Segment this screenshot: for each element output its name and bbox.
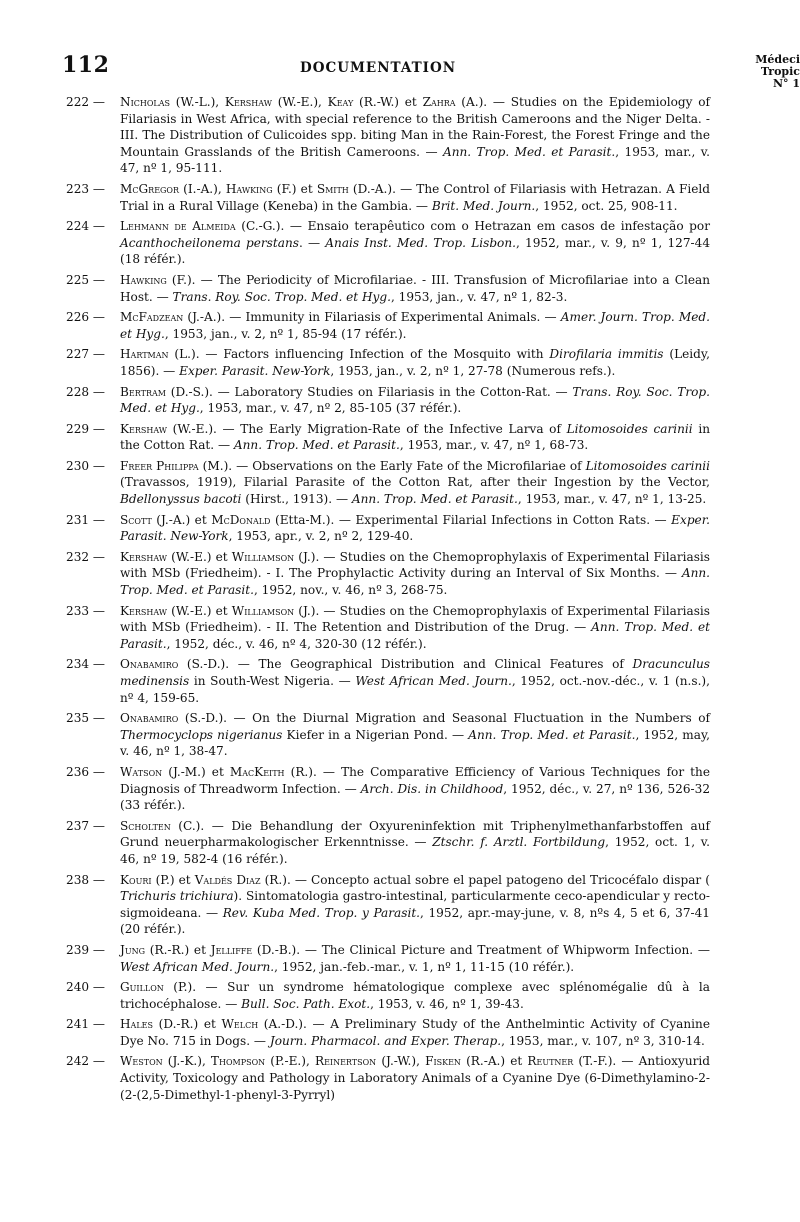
author-name: McGregor xyxy=(120,181,180,196)
entry-text: (C.-G.). — Ensaio terapêutico com o Hetrazan em casos de infestação por xyxy=(235,219,710,234)
entry-text: , 1953, mar., v. 47, nº 2, 85-105 (37 référ.). xyxy=(199,401,462,416)
author-name: Smith xyxy=(316,181,349,196)
entry-text: (W.-E.), xyxy=(271,95,328,109)
italic-text: Brit. Med. Journ. xyxy=(431,198,536,213)
entry-text: (Leidy, 1856). — xyxy=(120,347,710,378)
italic-text: Trichuris trichiura xyxy=(120,889,234,904)
entry-text: (P.) et xyxy=(151,872,195,887)
entry-text: (W.-L.), xyxy=(169,95,225,109)
bibliography-entry xyxy=(66,710,710,760)
entry-text: (D.-S.). — Laboratory Studies on Filariasis in the Cotton-Rat. — xyxy=(165,384,573,399)
entry-number: 231 — xyxy=(66,512,106,527)
journal-tag xyxy=(730,54,800,90)
entry-text: (S.-D.). — On the Diurnal Migration and Seasonal Fluctuation in the Numbers of xyxy=(178,711,710,726)
entry-text: , 1952, déc., v. 46, nº 4, 320-30 (12 référ.). xyxy=(166,636,427,651)
italic-text: Amer. Journ. Trop. Med. et Hyg. xyxy=(120,310,710,341)
entry-number: 226 — xyxy=(66,310,106,325)
entry-number: 223 — xyxy=(66,181,106,196)
entry-text: (F.) et xyxy=(272,181,317,196)
author-name: Welch xyxy=(221,1017,259,1032)
italic-text: Dirofilaria immitis xyxy=(549,347,664,362)
entry-text: , 1953, jan., v. 2, nº 1, 27-78 (Numerous refs.). xyxy=(330,363,616,378)
entry-text: , 1952, jan.-feb.-mar., v. 1, nº 1, 11-15 (10 référ.). xyxy=(274,959,575,974)
author-name: McDonald xyxy=(211,512,271,527)
entry-text: (F.). — The Periodicity of Microfilariae. - III. Transfusion of Microfilariae into a Clean Host. — xyxy=(120,272,710,304)
entry-number: 237 — xyxy=(66,818,106,833)
author-name: Jelliffe xyxy=(210,942,253,957)
entry-number: 239 — xyxy=(66,942,106,957)
entry-text: , 1953, mar., v. 47, nº 1, 13-25. xyxy=(517,492,707,507)
entry-text: , 1953, v. 46, nº 1, 39-43. xyxy=(370,996,524,1011)
entry-number: 233 — xyxy=(66,603,106,618)
author-name: McFadzean xyxy=(120,310,184,325)
bibliography-entry xyxy=(66,1053,710,1103)
entry-text: . — xyxy=(298,235,326,250)
entry-text: (S.-D.). — The Geographical Distribution and Clinical Features of xyxy=(178,657,633,672)
author-name: Freer Philippa xyxy=(120,458,199,473)
italic-text: Ztschr. f. Arztl. Fortbildung xyxy=(432,835,606,850)
entry-text: (Hirst., 1913). — xyxy=(241,492,352,507)
entry-text: (P.-E.), xyxy=(265,1054,315,1069)
entry-text: , 1952, may, v. 46, nº 1, 38-47. xyxy=(120,727,711,759)
entry-text: (R.). — The Comparative Efficiency of Various Techniques for the Diagnosis of Threadworm Infection. — xyxy=(120,764,710,796)
entry-text: , 1952, déc., v. 27, nº 136, 526-32 (33 référ.). xyxy=(120,781,711,813)
italic-text: West African Med. Journ. xyxy=(355,674,512,688)
entry-number: 235 — xyxy=(66,711,106,726)
italic-text: Bull. Soc. Path. Exot. xyxy=(241,996,371,1011)
entry-text: (W.-E.) et xyxy=(167,603,232,618)
entry-text: , 1953, mar., v. 47, nº 1, 68-73. xyxy=(399,438,589,453)
italic-text: Exper. Parasit. New-York xyxy=(120,512,711,544)
author-name: Valdés Diaz xyxy=(194,872,261,887)
bibliography-entry xyxy=(66,872,710,938)
entry-text: (T.-F.). — Antioxyurid Activity, Toxicology and Pathology in Laboratory Animals of a Cyanine Dye (6-Dimethylamino-2-(2-(2,5-Dimethyl-1-phenyl-3-Pyrryl) xyxy=(120,1054,710,1102)
bibliography-entry xyxy=(66,764,710,814)
entry-number: 241 — xyxy=(66,1017,106,1032)
running-title: DOCUMENTATION xyxy=(300,60,457,76)
author-name: Reutner xyxy=(527,1054,574,1069)
author-name: Guillon xyxy=(120,980,164,995)
author-name: Williamson xyxy=(231,603,295,618)
bibliography-entry xyxy=(66,818,710,868)
entry-number: 234 — xyxy=(66,657,106,672)
italic-text: Ann. Trop. Med. et Parasit. xyxy=(120,620,710,651)
entry-text: , 1952, nov., v. 46, nº 3, 268-75. xyxy=(253,583,448,598)
bibliography-entry xyxy=(66,458,710,508)
italic-text: Trans. Roy. Soc. Trop. Med. et Hyg. xyxy=(172,289,391,304)
entry-text: ). Sintomatologia gastro-intestinal, particularmente ceco-apendicular y recto-sigmoideana. — xyxy=(120,889,710,920)
journal-tag-line: N° 1 xyxy=(772,77,800,90)
author-name: Onabamiro xyxy=(120,711,179,726)
entry-text: (W.-E.). — The Early Migration-Rate of the Infective Larva of xyxy=(167,421,567,436)
italic-text: Anais Inst. Med. Trop. Lisbon. xyxy=(325,235,516,250)
entry-text: (J.-M.) et xyxy=(162,764,230,779)
italic-text: Trans. Roy. Soc. Trop. Med. et Hyg. xyxy=(120,384,710,416)
italic-text: Litomosoides carinii xyxy=(585,458,710,473)
author-name: Hawking xyxy=(225,181,273,196)
bibliography-entry xyxy=(66,656,710,706)
entry-number: 229 — xyxy=(66,421,106,436)
author-name: Onabamiro xyxy=(120,657,179,672)
entry-text: (C.). — Die Behandlung der Oxyureninfektion mit Triphenylmethanfarbstoffen auf Grund neuerpharmakologischer Erkenntnisse. — xyxy=(120,818,710,850)
entry-text: , 1953, mar., v. 47, nº 1, 95-111. xyxy=(120,144,711,176)
entry-number: 228 — xyxy=(66,384,106,399)
author-name: Kershaw xyxy=(120,603,168,618)
entry-text: (I.-A.), xyxy=(179,181,226,196)
entry-text: (Travassos, 1919), Filarial Parasite of the Cotton Rat, after their Ingestion by the Vector, xyxy=(120,475,710,490)
bibliography-entry xyxy=(66,94,710,177)
entry-number: 236 — xyxy=(66,764,106,779)
entry-number: 222 — xyxy=(66,95,106,109)
entry-text: , 1953, jan., v. 47, nº 1, 82-3. xyxy=(390,289,568,304)
entry-text: , 1953, apr., v. 2, nº 2, 129-40. xyxy=(228,529,414,544)
author-name: Williamson xyxy=(231,549,295,564)
entry-text: (J.-W.), xyxy=(376,1054,426,1069)
entry-text: (A.). — Studies on the Epidemiology of Filariasis in West Africa, with special reference to the British Cameroons and the Niger Delta. - III. The Distribution of Culicoides spp. biting Man in the Rain-Forest, the Forest Fringe and the Mountain Grasslands of the British Cameroons. — xyxy=(120,95,711,159)
entry-number: 225 — xyxy=(66,272,106,287)
author-name: Kershaw xyxy=(120,421,168,436)
bibliography-entry xyxy=(66,603,710,653)
entry-number: 224 — xyxy=(66,219,106,234)
entry-number: 238 — xyxy=(66,872,106,887)
author-name: Hartman xyxy=(120,347,169,362)
entry-text: (D.-B.). — The Clinical Picture and Treatment of Whipworm Infection. — xyxy=(252,942,710,957)
entry-text: (R.). — Concepto actual sobre el papel patogeno del Tricocéfalo dispar ( xyxy=(260,872,710,887)
author-name: Scholten xyxy=(120,818,171,833)
bibliography-list xyxy=(66,94,710,1107)
italic-text: Ann. Trop. Med. et Parasit. xyxy=(351,492,518,507)
author-name: Nicholas xyxy=(120,95,170,109)
entry-text: Kiefer in a Nigerian Pond. — xyxy=(282,727,469,742)
entry-text: (W.-E.) et xyxy=(167,549,232,564)
italic-text: Exper. Parasit. New-York xyxy=(179,363,331,378)
author-name: Weston xyxy=(120,1054,163,1069)
author-name: Fisken xyxy=(425,1054,461,1069)
entry-text: , 1952, oct. 25, 908-11. xyxy=(535,198,678,213)
italic-text: Ann. Trop. Med. et Parasit. xyxy=(468,727,636,742)
entry-text: (D.-A.). — The Control of Filariasis with Hetrazan. A Field Trial in a Rural Village (Keneba) in the Gambia. — xyxy=(120,181,710,213)
author-name: Watson xyxy=(120,764,163,779)
italic-text: West African Med. Journ. xyxy=(120,959,275,974)
entry-text: (R.-R.) et xyxy=(144,942,211,957)
italic-text: Ann. Trop. Med. et Parasit. xyxy=(233,438,400,453)
bibliography-entry xyxy=(66,1016,710,1049)
author-name: Keay xyxy=(327,95,354,109)
entry-text: , 1953, jan., v. 2, nº 1, 85-94 (17 référ.). xyxy=(164,326,407,341)
bibliography-entry xyxy=(66,346,710,379)
italic-text: Bdellonyssus bacoti xyxy=(120,492,242,507)
entry-text: (R.-W.) et xyxy=(353,95,423,109)
entry-text: (A.-D.). — A Preliminary Study of the Anthelmintic Activity of Cyanine Dye No. 715 in Dogs. — xyxy=(120,1017,710,1048)
author-name: Kershaw xyxy=(224,95,272,109)
entry-text: , 1952, apr.-may-june, v. 8, nºs 4, 5 et 6, 37-41 (20 référ.). xyxy=(120,905,710,937)
italic-text: Ann. Trop. Med. et Parasit. xyxy=(120,566,710,598)
entry-text: (R.-A.) et xyxy=(460,1054,528,1069)
bibliography-entry xyxy=(66,979,710,1012)
bibliography-entry xyxy=(66,512,710,545)
bibliography-entry xyxy=(66,309,710,342)
entry-text: , 1952, mar., v. 9, nº 1, 127-44 (18 référ.). xyxy=(120,235,711,267)
entry-text: (D.-R.) et xyxy=(152,1017,222,1032)
author-name: Jung xyxy=(120,942,145,957)
journal-tag-line: Médeci xyxy=(755,54,800,66)
italic-text: Acanthocheilonema perstans xyxy=(120,235,299,250)
bibliography-entry xyxy=(66,942,710,975)
italic-text: Rev. Kuba Med. Trop. y Parasit. xyxy=(222,905,421,920)
author-name: MacKeith xyxy=(229,764,285,779)
bibliography-entry xyxy=(66,181,710,214)
author-name: Scott xyxy=(120,512,152,527)
author-name: Reinertson xyxy=(314,1054,377,1069)
author-name: Kouri xyxy=(120,872,152,887)
entry-text: (J.-A.) et xyxy=(151,512,212,527)
entry-text: (J.). — Studies on the Chemoprophylaxis of Experimental Filariasis with MSb (Friedheim). - II. The Retention and Distribution of the Drug. — xyxy=(120,603,710,635)
bibliography-entry xyxy=(66,549,710,599)
entry-number: 232 — xyxy=(66,549,106,564)
page-number: 112 xyxy=(62,52,110,78)
entry-text: (M.). — Observations on the Early Fate of the Microfilariae of xyxy=(198,458,586,473)
entry-text: in South-West Nigeria. — xyxy=(189,674,356,688)
entry-text: (L.). — Factors influencing Infection of the Mosquito with xyxy=(168,347,550,362)
italic-text: Litomosoides carinii xyxy=(566,421,693,436)
bibliography-entry xyxy=(66,272,710,305)
entry-text: (P.). — Sur un syndrome hématologique complexe avec splénomégalie dû à la trichocéphalose. — xyxy=(120,980,710,1011)
journal-tag-line: Tropic xyxy=(760,65,800,78)
entry-text: , 1953, mar., v. 107, nº 3, 310-14. xyxy=(501,1033,705,1048)
italic-text: Arch. Dis. in Childhood xyxy=(360,781,504,796)
entry-text: , 1952, oct.-nov.-déc., v. 1 (n.s.), nº 4, 159-65. xyxy=(120,674,710,705)
italic-text: Thermocyclops nigerianus xyxy=(120,727,283,742)
entry-number: 240 — xyxy=(66,980,106,995)
entry-number: 230 — xyxy=(66,458,106,473)
author-name: Lehmann de Almeida xyxy=(120,219,236,234)
entry-number: 227 — xyxy=(66,347,106,362)
entry-text: (Etta-M.). — Experimental Filarial Infections in Cotton Rats. — xyxy=(270,512,672,527)
author-name: Thompson xyxy=(210,1054,266,1069)
bibliography-entry xyxy=(66,218,710,268)
bibliography-entry xyxy=(66,384,710,417)
entry-number: 242 — xyxy=(66,1054,106,1069)
entry-text: (J.-A.). — Immunity in Filariasis of Experimental Animals. — xyxy=(183,310,561,325)
bibliography-entry xyxy=(66,421,710,454)
author-name: Zahra xyxy=(422,95,456,109)
entry-text: in the Cotton Rat. — xyxy=(120,421,710,453)
entry-text: , 1952, oct. 1, v. 46, nº 19, 582-4 (16 référ.). xyxy=(120,835,710,866)
italic-text: Dracunculus medinensis xyxy=(120,657,710,688)
entry-text: (J.-K.), xyxy=(162,1054,211,1069)
author-name: Kershaw xyxy=(120,549,168,564)
author-name: Bertram xyxy=(120,384,166,399)
author-name: Hawking xyxy=(120,272,167,287)
italic-text: Ann. Trop. Med. et Parasit. xyxy=(442,144,616,159)
italic-text: Journ. Pharmacol. and Exper. Therap. xyxy=(269,1033,502,1048)
author-name: Hales xyxy=(120,1017,153,1032)
entry-text: (J.). — Studies on the Chemoprophylaxis of Experimental Filariasis with MSb (Friedheim). - I. The Prophylactic Activity during an Interval of Six Months. — xyxy=(120,549,710,581)
